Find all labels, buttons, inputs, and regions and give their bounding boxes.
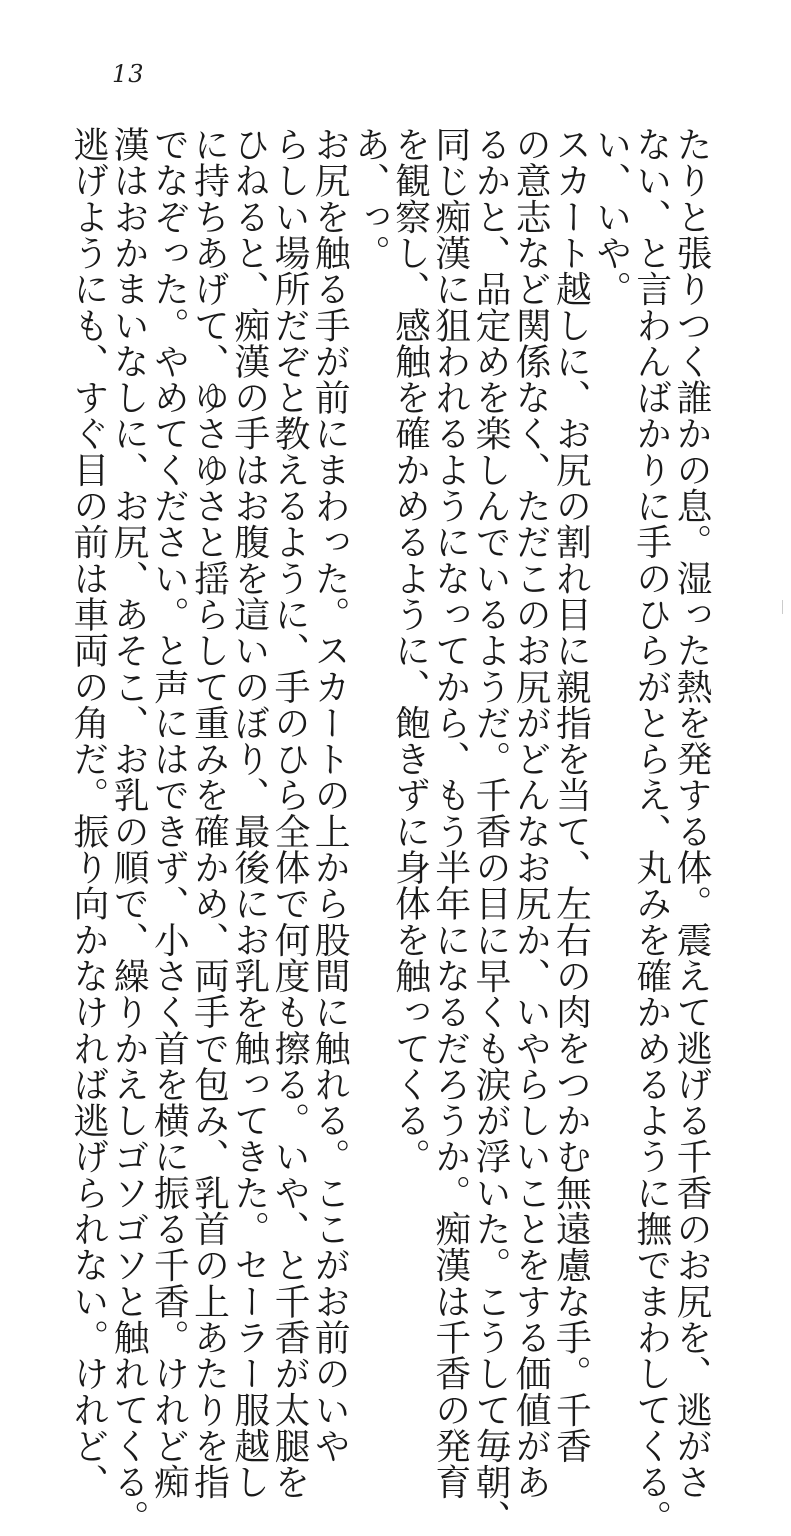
- text-line-3: い、いや。: [590, 126, 632, 307]
- text-line-4: スカート越しに、お尻の割れ目に親指を当て、左右の肉をつかむ無遠慮な手。千香: [550, 126, 592, 1464]
- text-line-10: お尻を触る手が前にまわった。スカートの上から股間に触れる。ここがお前のいや: [309, 126, 351, 1464]
- text-line-7: 同じ痴漢に狙われるようになってから、もう半年になるだろうか。痴漢は千香の発育: [429, 126, 471, 1500]
- text-line-16: 逃げようにも、すぐ目の前は車両の角だ。振り向かなければ逃げられない。けれど、: [67, 126, 109, 1500]
- text-line-11: らしい場所だぞと教えるように、手のひら全体で何度も擦る。いや、と千香が太腿を: [268, 126, 310, 1500]
- text-line-13: に持ちあげて、ゆさゆさと揺らして重みを確かめ、両手で包み、乳首の上あたりを指: [188, 126, 230, 1500]
- text-line-9: あ、っ。: [349, 126, 391, 271]
- text-line-12: ひねると、痴漢の手はお腹を這いのぼり、最後にお乳を触ってきた。セーラー服越し: [228, 126, 270, 1500]
- text-line-5: の意志など関係なく、ただこのお尻がどんなお尻か、いやらしいことをする価値があ: [510, 126, 552, 1500]
- page-edge-mark: [782, 600, 783, 614]
- text-line-15: 漢はおかまいなしに、お尻、あそこ、お乳の順で、繰りかえしゴソゴソと触れてくる。: [108, 126, 150, 1536]
- page-number: 13: [112, 60, 145, 88]
- text-line-6: るかと、品定めを楽しんでいるようだ。千香の目に早くも涙が浮いた。こうして毎朝、: [469, 126, 511, 1536]
- text-line-2: ない、と言わんばかりに手のひらがとらえ、丸みを確かめるように撫でまわしてくる。: [630, 126, 672, 1536]
- vertical-body-text: [67, 126, 712, 1536]
- text-line-14: でなぞった。やめてください。と声にはできず、小さく首を横に振る千香。けれど痴: [148, 126, 190, 1500]
- text-line-8: を観察し、感触を確かめるように、飽きずに身体を触ってくる。: [389, 126, 431, 1175]
- text-line-1: たりと張りつく誰かの息。湿った熱を発する体。震えて逃げる千香のお尻を、逃がさ: [671, 126, 712, 1500]
